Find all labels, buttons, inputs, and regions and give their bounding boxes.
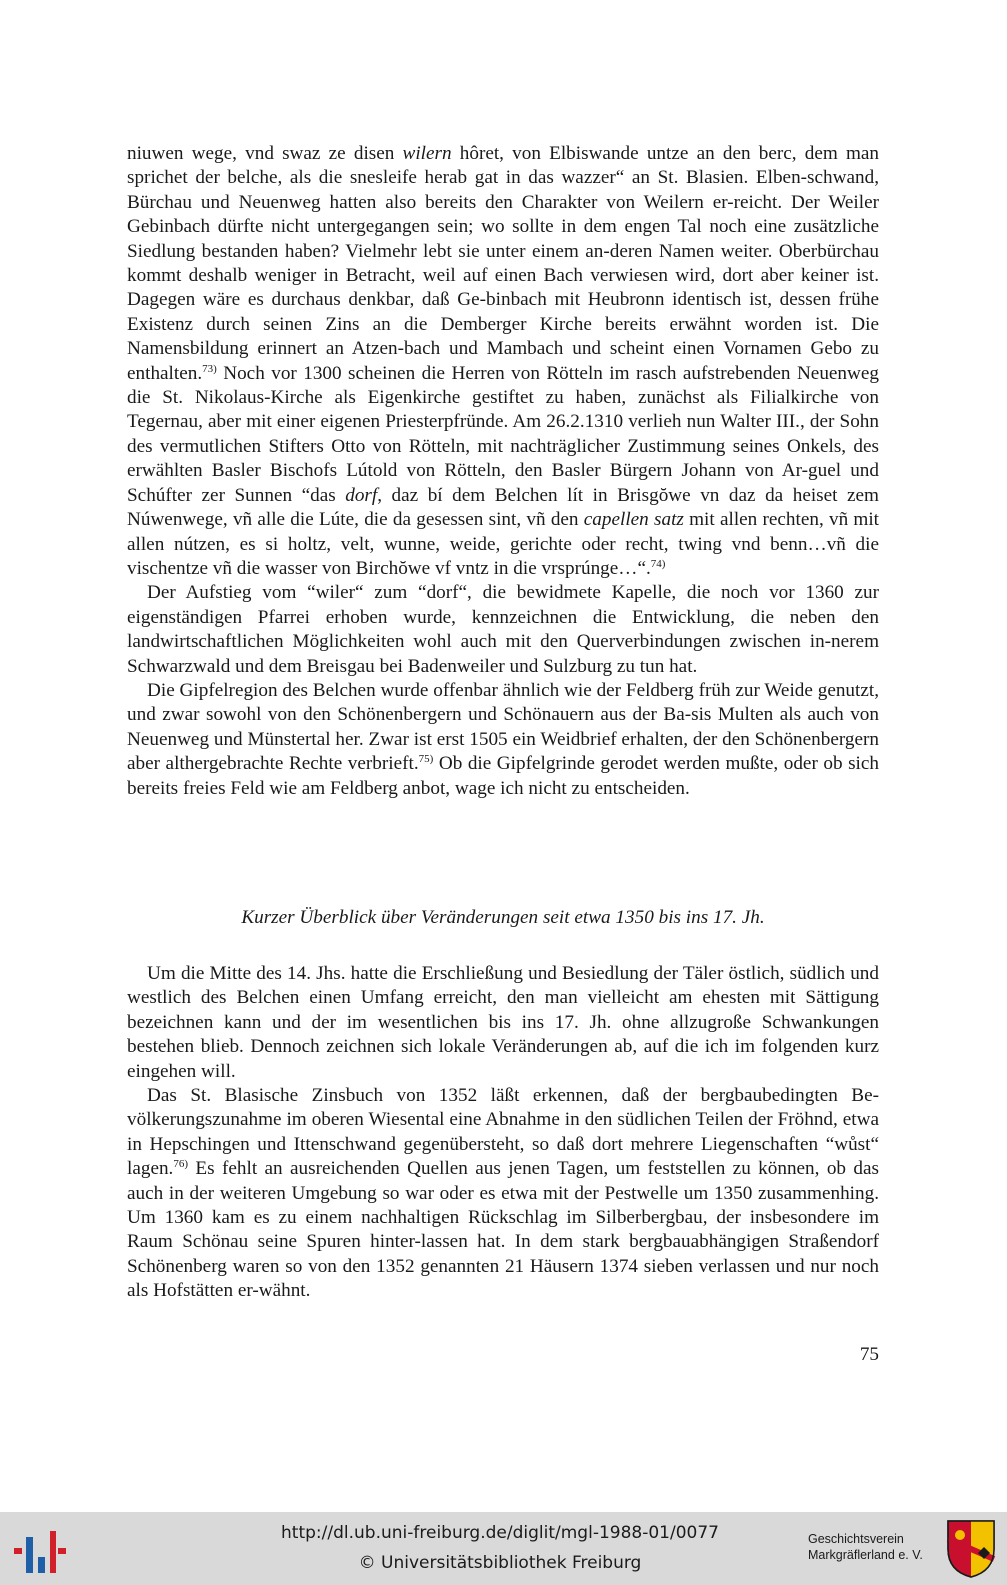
main-text — [127, 142, 879, 801]
coat-of-arms-icon — [946, 1519, 996, 1579]
footnote-ref[interactable]: 75) — [418, 753, 434, 766]
paragraph: Das St. Blasische Zinsbuch von 1352 läßt erkennen, daß der bergbaubedingten Be-völkerungszunahme im oberen Wiesental eine Abnahme in den südlichen Teilen der Fröhnd, etwa in Hepschingen und Ittenschwand gegenübersteht, so daß dort mehrere Liegenschaften “wůst“ lagen.$^{76)}$ Es fehlt an ausreichenden Quellen aus jenen Tagen, um feststellen zu können, ob das auch in der weiteren Umgebung so war oder es etwa mit der Pestwelle um 1350 zusammenhing. Um 1360 kam es zu einem nachhaltigen Rückschlag im Silberbergbau, der insbesondere im Raum Schönau seine Spuren hinter-lassen hat. In dem stark bergbauabhängigen Straßendorf Schönenberg waren so von den 1352 genannten 21 Häusern 1374 sieben verlassen und nur noch als Hofstätten er-wähnt. — [127, 1085, 879, 1302]
footer-society-name: Geschichtsverein Markgräflerland e. V. — [808, 1532, 923, 1562]
section-text — [127, 962, 879, 1304]
paragraph: Um die Mitte des 14. Jhs. hatte die Erschließung und Besiedlung der Täler östlich, südlich und westlich des Belchen einen Umfang erreicht, den man vielleicht am ehesten mit Sättigung bezeichnen kann und der im wesentlichen bis ins 17. Jh. ohne allzugroße Schwankungen bestehen blieb. Dennoch zeichnen sich lokale Veränderungen ab, auf die ich im folgenden kurz eingehen will. — [127, 963, 879, 1082]
ub-freiburg-logo-icon[interactable] — [14, 1531, 66, 1573]
paragraph: Die Gipfelregion des Belchen wurde offenbar ähnlich wie der Feldberg früh zur Weide genutzt, und zwar sowohl von den Schönenbergern und Schönauern aus der Ba-sis Multen als auch von Neuenweg und Münstertal her. Zwar ist erst 1505 ein Weidbrief erhalten, der den Schönenbergern aber althergebrachte Rechte verbrieft.$^{75)}$ Ob die Gipfelgrinde gerodet werden mußte, oder ob sich bereits freies Feld wie am Feldberg anbot, wage ich nicht zu entscheiden. — [127, 679, 879, 799]
page-number: 75 — [859, 1344, 879, 1365]
footer-url-link[interactable]: http://dl.ub.uni-freiburg.de/diglit/mgl-1988-01/0077 — [281, 1523, 719, 1543]
footnote-ref[interactable]: 76) — [173, 1158, 189, 1171]
footnote-ref[interactable]: 73) — [202, 362, 217, 375]
paragraph: niuwen wege, vnd swaz ze disen wilern hôret, von Elbiswande untze an den berc, dem man sprichet der belche, als die snesleife herab gat in das wazzer“ an St. Blasien. Elben-schwand, Bürchau und Neuenweg hatten also bereits den Charakter von Weilern er-reicht. Der Weiler Gebinbach dürfte nicht untergegangen sein; wo sollte in dem engen Tal noch eine zusätzliche Siedlung bestanden haben? Vielmehr lebt sie unter einem an-deren Namen weiter. Oberbürchau kommt deshalb weniger in Betracht, weil auf einen Bach verwiesen wird, dort aber keiner ist. Dagegen wäre es durchaus denkbar, daß Ge-binbach mit Heubronn identisch ist, dessen frühe Existenz durch seinen Zins an die Demberger Kirche bereits erwähnt worden ist. Die Namensbildung erinnert an Atzen-bach und Mambach und scheint einen Vornamen Gebo zu enthalten.$^{73)}$ Noch vor 1300 scheinen die Herren von Rötteln im rasch aufstrebenden Neuenweg die St. Nikolaus-Kirche als Eigenkirche gestiftet zu haben, zunächst als Filialkirche von Tegernau, aber mit einer eigenen Priesterpfründe. Am 26.2.1310 verlieh nun Walter III., der Sohn des vermutlichen Stifters Otto von Rötteln, mit nachträglicher Zustimmung seines Onkels, des erwählten Basler Bischofs Lútold von Rötteln, den Basler Bürgern Johann von Ar-guel und Schúfter zer Sunnen “das dorf, daz bí dem Belchen lít in Brisgŏwe vn daz da heiset zem Núwenwege, vñ alle die Lúte, die da gesessen sint, vñ den capellen satz mit allen rechten, vñ mit allen nútzen, es si holtz, velt, wunne, weide, gerichte oder recht, twing vnd benn…vñ die vischentze vñ die wasser von Birchŏwe vf vntz in die vrsprúnge…“.$^{74)}$ — [127, 143, 880, 579]
footer-copyright: © Universitätsbibliothek Freiburg — [358, 1553, 642, 1573]
section-heading: Kurzer Überblick über Veränderungen seit etwa 1350 bis ins 17. Jh. — [241, 907, 765, 928]
footnote-ref[interactable]: 74) — [650, 557, 666, 570]
paragraph: Der Aufstieg vom “wiler“ zum “dorf“, die bewidmete Kapelle, die noch vor 1360 zur eigenständigen Pfarrei erhoben wurde, kennzeichnen die Entwicklung, die neben den landwirtschaftlichen Möglichkeiten wohl auch mit den Querverbindungen zwischen in-nerem Schwarzwald und dem Breisgau bei Badenweiler und Sulzburg zu tun hat. — [127, 582, 879, 677]
